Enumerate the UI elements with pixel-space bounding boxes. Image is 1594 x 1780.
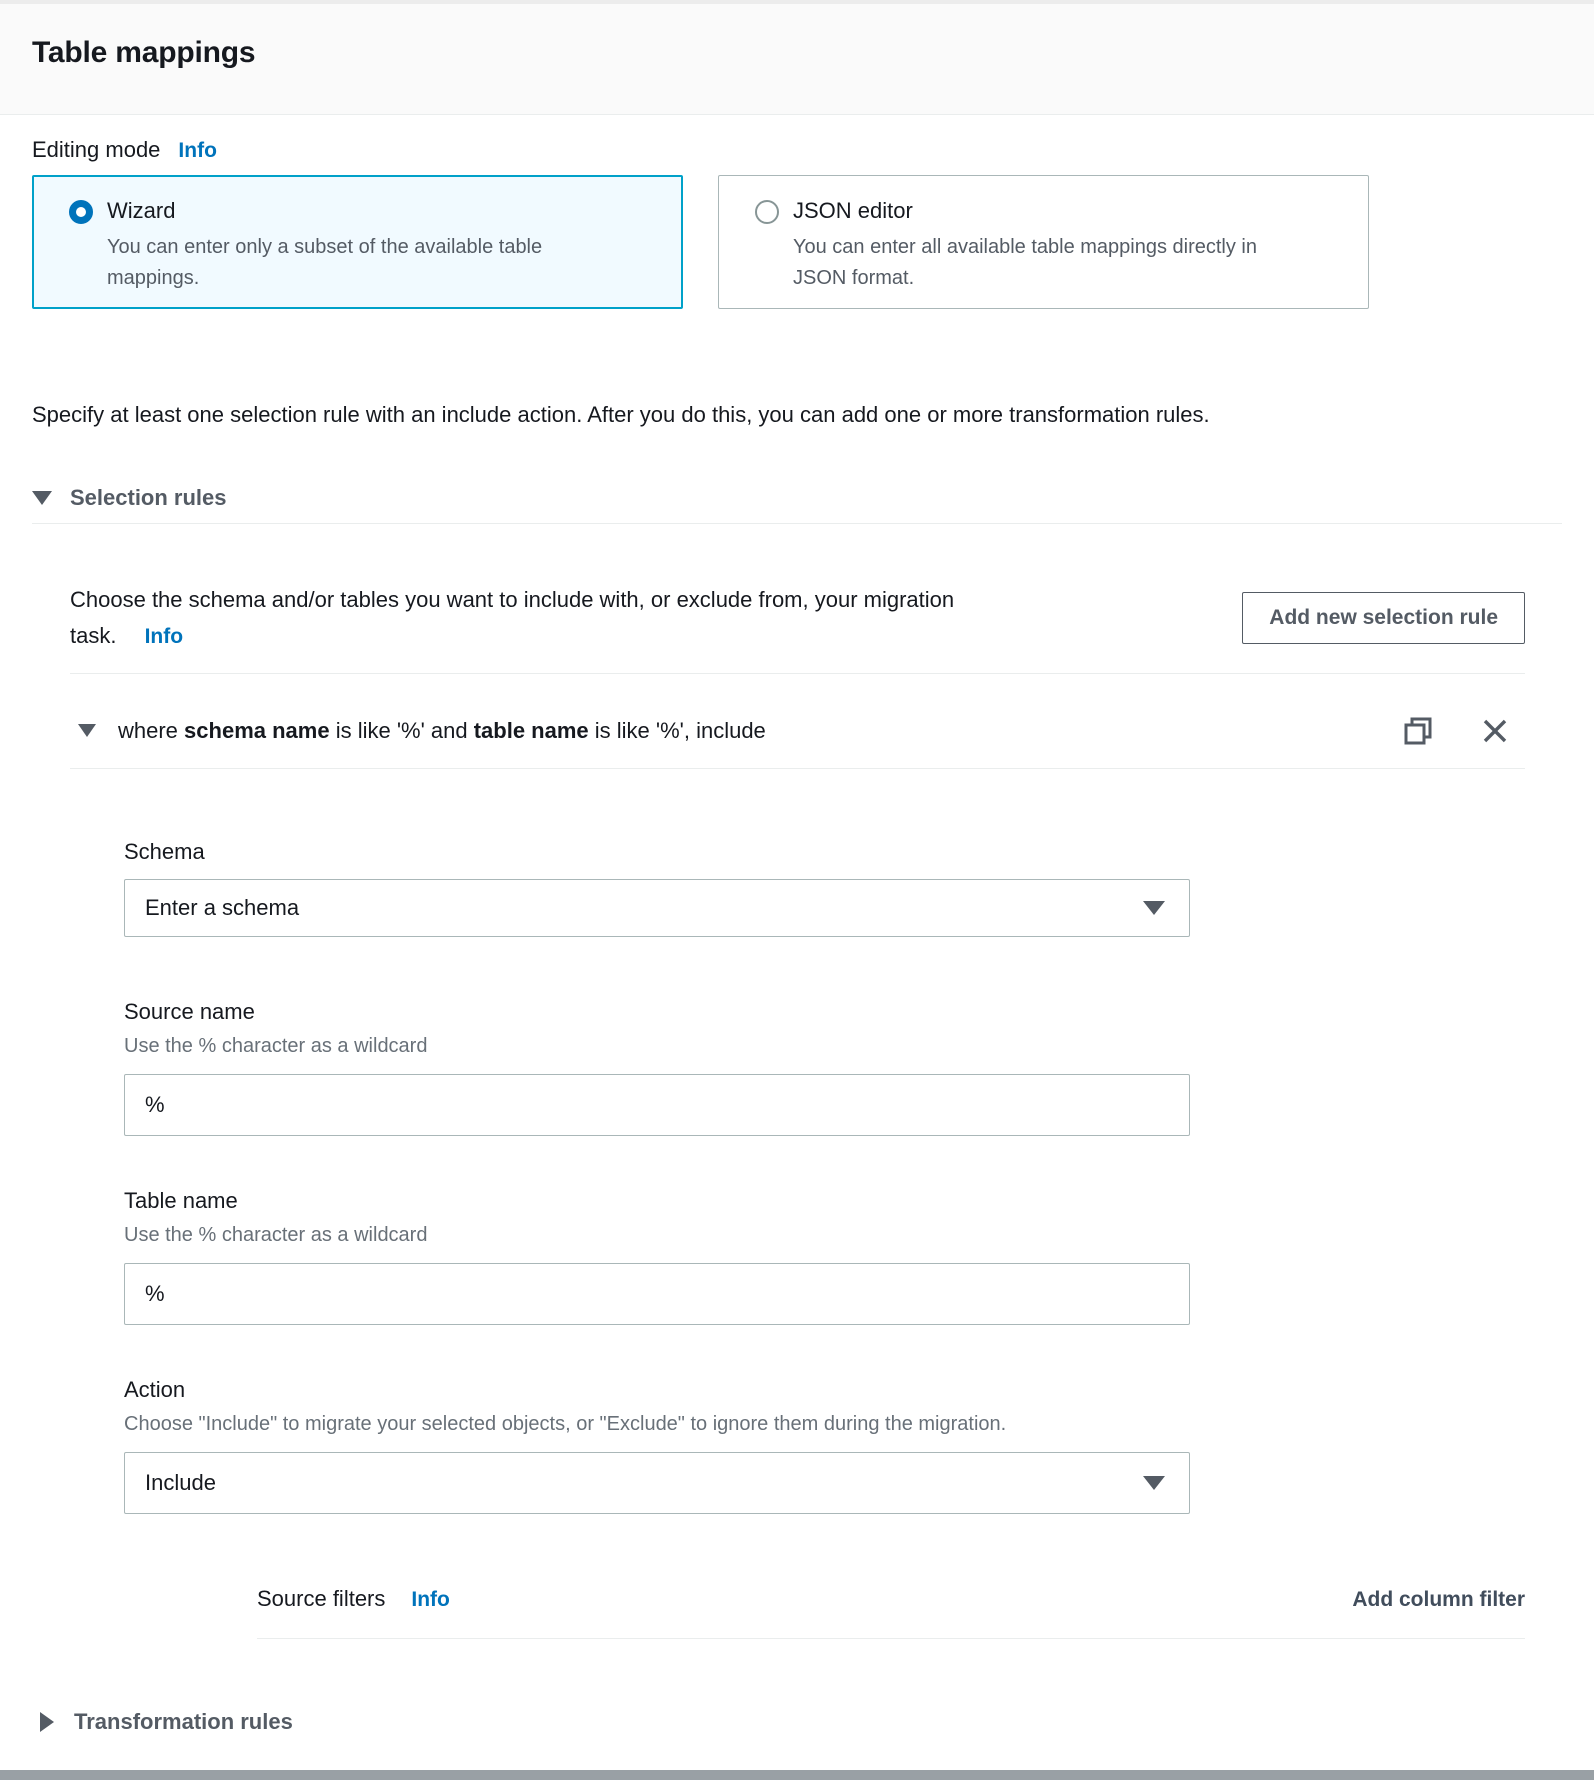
radio-unselected-icon bbox=[755, 200, 779, 224]
action-label: Action bbox=[124, 1376, 186, 1402]
source-name-field-block bbox=[124, 999, 1525, 1136]
action-select-value: Include bbox=[145, 1469, 216, 1495]
add-selection-rule-button[interactable]: Add new selection rule bbox=[1242, 592, 1525, 644]
rule-summary bbox=[118, 718, 1401, 744]
rule-expand-triangle-down-icon[interactable] bbox=[78, 724, 96, 737]
wizard-option-label: Wizard bbox=[107, 198, 176, 223]
source-filters-info-link[interactable]: Info bbox=[411, 1587, 450, 1611]
schema-select-value: Enter a schema bbox=[145, 894, 300, 920]
panel-header bbox=[0, 4, 1594, 115]
rule-actions bbox=[1401, 714, 1511, 748]
rule-summary-seg: where bbox=[118, 717, 185, 743]
caret-down-icon bbox=[1143, 1476, 1165, 1490]
bottom-bar bbox=[0, 1770, 1594, 1780]
triangle-down-icon bbox=[32, 491, 52, 505]
schema-field-block bbox=[124, 839, 1525, 937]
rule-summary-seg: is like '%', include bbox=[588, 717, 766, 743]
intro-text: Specify at least one selection rule with an include action. After you do this, you can add one or more transformation rules. bbox=[32, 402, 1210, 427]
transformation-rules-title: Transformation rules bbox=[74, 1708, 293, 1734]
divider bbox=[70, 768, 1525, 769]
content bbox=[0, 137, 1594, 1735]
editing-mode-label: Editing mode bbox=[32, 137, 161, 162]
table-name-label: Table name bbox=[124, 1187, 238, 1213]
action-hint: Choose "Include" to migrate your selected objects, or "Exclude" to ignore them during the migration. bbox=[124, 1412, 1007, 1435]
rule-summary-seg-bold: table name bbox=[473, 717, 589, 743]
action-field-block bbox=[124, 1377, 1525, 1514]
page-title: Table mappings bbox=[32, 36, 256, 69]
remove-rule-button[interactable] bbox=[1479, 715, 1511, 747]
json-editor-card-text bbox=[793, 198, 1303, 308]
schema-label: Schema bbox=[124, 838, 205, 864]
duplicate-rule-button[interactable] bbox=[1401, 714, 1435, 748]
source-name-input[interactable] bbox=[124, 1074, 1190, 1136]
rule-details bbox=[124, 839, 1525, 1639]
copy-icon bbox=[1401, 714, 1435, 748]
rule-summary-seg: is like '%' and bbox=[329, 717, 474, 743]
selection-rules-description-text: Choose the schema and/or tables you want to include with, or exclude from, your migration task. bbox=[70, 587, 955, 649]
json-editor-option-description: You can enter all available table mappings directly in JSON format. bbox=[793, 236, 1257, 289]
radio-selected-icon bbox=[69, 200, 93, 224]
table-name-input[interactable] bbox=[124, 1263, 1190, 1325]
wizard-option-description: You can enter only a subset of the available table mappings. bbox=[107, 236, 543, 289]
editing-mode-row bbox=[32, 137, 1562, 163]
caret-down-icon bbox=[1143, 901, 1165, 915]
transformation-rules-header[interactable] bbox=[40, 1709, 1562, 1735]
rule-summary-seg-bold: schema name bbox=[184, 717, 330, 743]
radio-card-wizard[interactable] bbox=[32, 175, 683, 309]
selection-rules-info-link[interactable]: Info bbox=[144, 625, 184, 649]
selection-rules-description bbox=[70, 582, 985, 655]
source-name-hint: Use the % character as a wildcard bbox=[124, 1034, 428, 1057]
selection-rules-title: Selection rules bbox=[70, 485, 227, 511]
selection-rules-body bbox=[70, 582, 1562, 1639]
json-editor-option-label: JSON editor bbox=[793, 198, 913, 223]
action-select[interactable] bbox=[124, 1452, 1190, 1514]
selection-rules-header[interactable] bbox=[32, 485, 1562, 524]
source-filters-label: Source filters bbox=[257, 1585, 386, 1611]
editing-mode-info-link[interactable]: Info bbox=[178, 139, 217, 162]
selection-rules-desc-row bbox=[70, 582, 1525, 655]
close-icon bbox=[1479, 715, 1511, 747]
table-name-hint: Use the % character as a wildcard bbox=[124, 1223, 428, 1246]
schema-select[interactable] bbox=[124, 879, 1190, 937]
selection-rule-row bbox=[70, 674, 1525, 768]
add-column-filter-button[interactable]: Add column filter bbox=[1352, 1587, 1525, 1611]
wizard-card-text bbox=[107, 198, 617, 307]
triangle-right-icon bbox=[40, 1712, 54, 1732]
editing-mode-options bbox=[32, 175, 1562, 309]
source-name-label: Source name bbox=[124, 998, 255, 1024]
radio-card-json-editor[interactable] bbox=[718, 175, 1369, 309]
table-name-field-block bbox=[124, 1188, 1525, 1325]
source-filters-row bbox=[257, 1586, 1525, 1612]
divider bbox=[257, 1638, 1525, 1639]
